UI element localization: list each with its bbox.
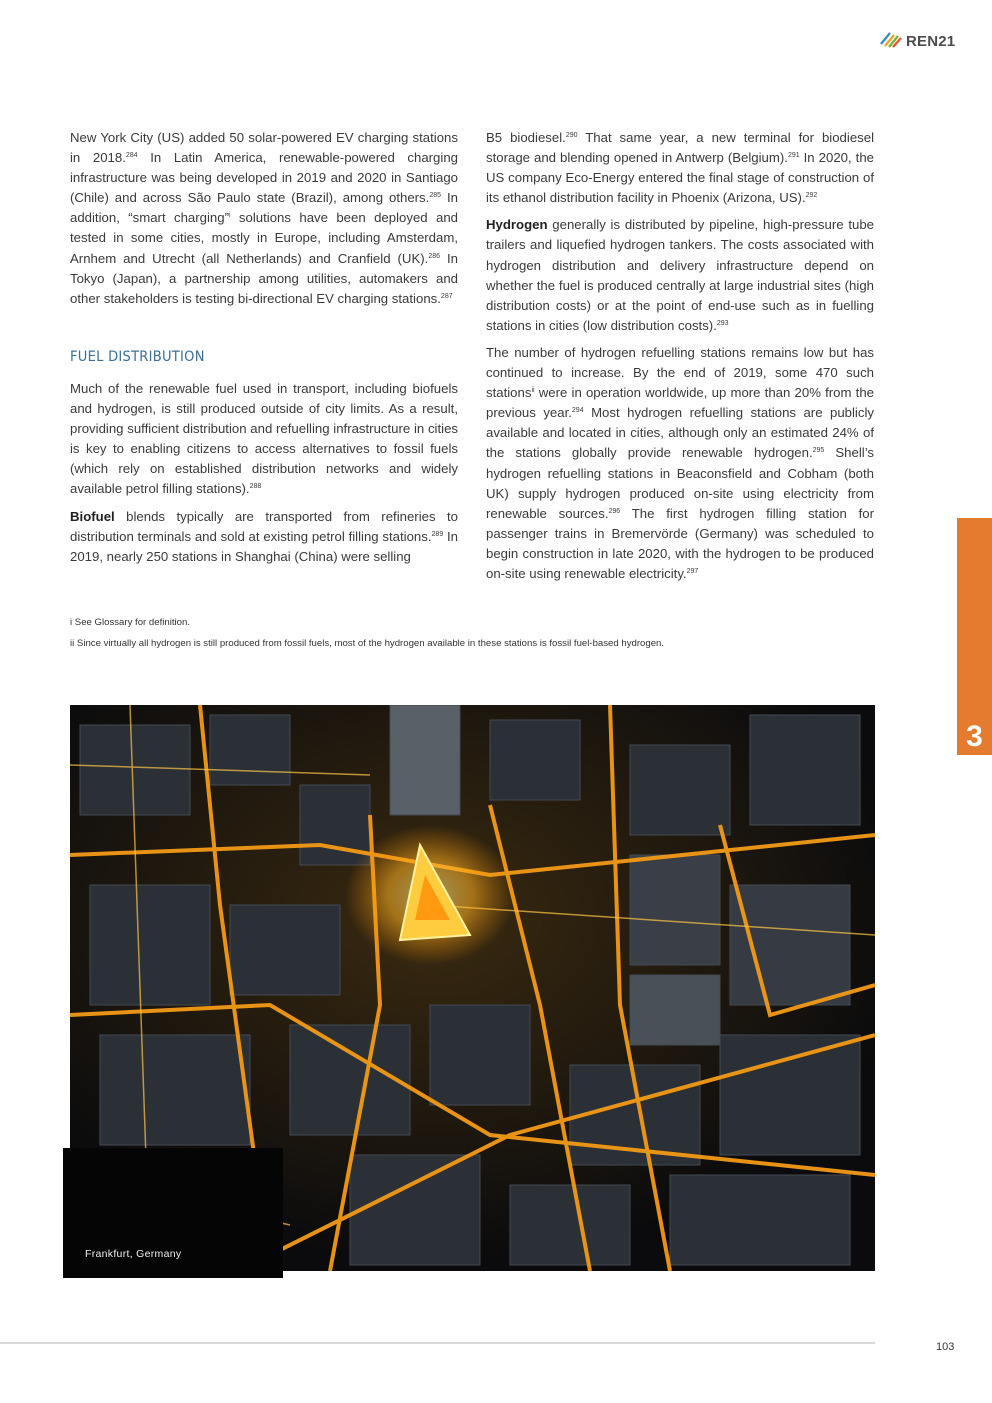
text: were in operation worldwide, up more than 20% from the previous year.: [486, 385, 874, 421]
left-column: [70, 128, 458, 574]
paragraph-hydrogen-stations: [486, 343, 874, 584]
chapter-number: 3: [966, 720, 983, 753]
text: Shell’s hydrogen refuelling stations in Beaconsfield and Cobham (both UK) supply hydrogen produced on-site using electricity from renewable sources.: [486, 445, 874, 521]
text: B5 biodiesel.: [486, 130, 566, 145]
endnote-ref: 292: [805, 192, 818, 200]
text: That same year, a new terminal for biodiesel storage and blending opened in Antwerp (Belgium).: [486, 130, 875, 166]
text: In 2019, nearly 250 stations in Shanghai (China) were selling: [70, 528, 458, 564]
footer-rule: [0, 1342, 875, 1344]
paragraph-fuel-distribution: [70, 379, 458, 500]
text: The first hydrogen filling station for passenger trains in Bremervörde (Germany) was scheduled to begin construction in late 2020, with the hydrogen to be produced on-site using renewable electricity.: [486, 505, 875, 581]
page-number: 103: [936, 1341, 955, 1353]
paragraph-biodiesel: [486, 128, 874, 208]
endnote-ref: 287: [440, 292, 453, 300]
ren21-logo: [880, 30, 955, 53]
endnote-ref: 288: [249, 483, 262, 491]
text: generally is distributed by pipeline, high-pressure tube trailers and liquefied hydrogen tankers. The costs associated with hydrogen distribution and delivery infrastructure depend on whether the fuel is produced centrally at large industrial sites (high distribution costs) or at the point of end-use such as in fuelling stations in cities (low distribution costs).: [486, 217, 874, 333]
endnote-ref: 290: [565, 132, 578, 139]
section-heading: FUEL DISTRIBUTION: [70, 348, 205, 365]
text: In addition, “smart charging”: [70, 190, 458, 226]
chapter-tab: [957, 518, 992, 755]
endnote-ref: 286: [428, 252, 440, 260]
endnote-ref: 296: [608, 507, 621, 515]
ren21-stripes-icon: [880, 30, 902, 53]
endnote-ref: 294: [571, 407, 584, 415]
photo-caption: Frankfurt, Germany: [85, 1248, 182, 1260]
endnote-ref: 291: [787, 152, 800, 160]
endnote-ref: 293: [716, 319, 729, 327]
paragraph-ev-charging: [70, 128, 458, 309]
footnote-ii: ii Since virtually all hydrogen is still produced from fossil fuels, most of the hydrogen available in these stations is fossil fuel-based hydrogen.: [70, 638, 665, 649]
footnote-ref: ii: [531, 387, 535, 395]
text: solutions have been deployed and tested in some cities, mostly in Europe, including Amsterdam, Arnhem and Utrecht (all Netherlands) and Cranfield (UK).: [70, 210, 458, 266]
text: Most hydrogen refuelling stations are publicly available and located in cities, although only an estimated 24% of the stations globally provide renewable hydrogen.: [486, 405, 874, 461]
lead-term: Biofuel: [70, 508, 115, 524]
text: New York City (US) added 50 solar-powered EV charging stations in 2018.: [70, 130, 458, 166]
endnote-ref: 289: [431, 530, 444, 538]
paragraph-hydrogen: [486, 215, 874, 336]
photo-caption-box: [63, 1148, 283, 1278]
footnote-ref: i: [228, 212, 231, 220]
text: The number of hydrogen refuelling stations remains low but has continued to increase. By the end of 2019, some 470 such stations: [486, 344, 874, 401]
endnote-ref: 295: [812, 447, 825, 455]
text: In Tokyo (Japan), a partnership among utilities, automakers and other stakeholders is testing bi-directional EV charging stations.: [70, 250, 458, 306]
footnote-i: i See Glossary for definition.: [70, 617, 190, 628]
lead-term: Hydrogen: [486, 217, 548, 233]
footnotes: [70, 616, 875, 658]
endnote-ref: 285: [429, 192, 442, 200]
endnote-ref: 297: [686, 567, 699, 575]
logo-text: REN21: [906, 33, 956, 50]
endnote-ref: 284: [125, 152, 138, 160]
text: Much of the renewable fuel used in transport, including biofuels and hydrogen, is still produced outside of city limits. As a result, providing sufficient distribution and refuelling infrastructure in cities is key to enabling citizens to access alternatives to fossil fuels (which rely on established distribution networks and widely available petrol filling stations).: [70, 380, 458, 497]
text: blends typically are transported from refineries to distribution terminals and sold at existing petrol filling stations.: [70, 508, 458, 544]
text: In 2020, the US company Eco-Energy entered the final stage of construction of its ethanol distribution facility in Phoenix (Arizona, US).: [486, 150, 874, 206]
paragraph-biofuel: [70, 507, 458, 567]
right-column: [486, 128, 874, 591]
text: In Latin America, renewable-powered charging infrastructure was being developed in 2019 and 2020 in Santiago (Chile) and across São Paulo state (Brazil), among others.: [70, 150, 458, 206]
